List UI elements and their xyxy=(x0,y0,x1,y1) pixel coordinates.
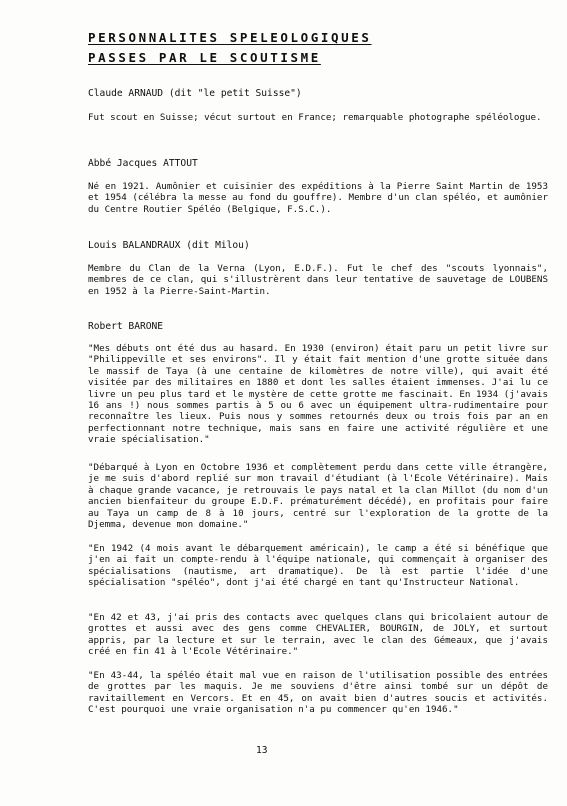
entry-name-barone: Robert BARONE xyxy=(88,321,164,332)
entry-name-arnaud: Claude ARNAUD (dit "le petit Suisse") xyxy=(88,88,302,99)
page-title-line-1: PERSONNALITES SPELEOLOGIQUES xyxy=(88,30,372,45)
entry-text-barone-3: "En 1942 (4 mois avant le débarquement américain), le camp a été si bénéfique que j'en ai fait un compte-rendu à l'équipe nationale, qui commençait à organiser des spécialisations (nautisme, art dramatique). De là est partie l'idée d'une spécialisation "spéléo", dont j'ai été chargé en tant qu'Instructeur National. xyxy=(88,543,548,589)
page-number: 13 xyxy=(256,745,268,756)
page-title-line-2: PASSES PAR LE SCOUTISME xyxy=(88,50,321,65)
entry-text-barone-1: "Mes débuts ont été dus au hasard. En 1930 (environ) était paru un petit livre sur "Philippeville et ses environs". Il y était fait mention d'une grotte située dans le massif de Taya (à une centaine de kilomètres de notre ville), qui avait été visitée par des militaires en 1880 et dont les salles étaient immenses. J'ai lu ce livre un peu plus tard et le mystère de cette grotte me fascinait. En 1934 (j'avais 16 ans !) nous sommes partis à 5 ou 6 avec un équipement ultra-rudimentaire pour reconnaître les lieux. Puis nous y sommes retournés deux ou trois fois par an en perfectionnant notre technique, mais sans en faire une activité régulière et une vraie spécialisation." xyxy=(88,343,548,446)
entry-name-balandraux: Louis BALANDRAUX (dit Milou) xyxy=(88,240,250,251)
entry-text-balandraux: Membre du Clan de la Verna (Lyon, E.D.F.). Fut le chef des "scouts lyonnais", membres de ce clan, qui s'illustrèrent dans leur tentative de sauvetage de LOUBENS en 1952 à la Pierre-Saint-Martin. xyxy=(88,263,548,297)
entry-text-arnaud: Fut scout en Suisse; vécut surtout en France; remarquable photographe spéléologue. xyxy=(88,112,542,123)
entry-text-barone-5: "En 43-44, la spéléo était mal vue en raison de l'utilisation possible des entrées de grottes par les maquis. Je me souviens d'être ainsi tombé sur un dépôt de ravitaillement en Vercors. Et en 45, on avait bien d'autres soucis et activités. C'est pourquoi une vraie organisation n'a pu commencer qu'en 1946." xyxy=(88,670,548,716)
entry-text-attout: Né en 1921. Aumônier et cuisinier des expéditions à la Pierre Saint Martin de 1953 et 1954 (célébra la messe au fond du gouffre). Membre d'un clan spéléo, et aumônier du Centre Routier Spéléo (Belgique, F.S.C.). xyxy=(88,181,548,215)
entry-text-barone-2: "Débarqué à Lyon en Octobre 1936 et complètement perdu dans cette ville étrangère, je me suis d'abord replié sur mon travail d'étudiant (à l'Ecole Vétérinaire). Mais à chaque grande vacance, je retrouvais le pays natal et la clan Millot (du nom d'un ancien bienfaiteur du groupe E.D.F. prématurément décédé), en profitais pour faire au Taya un camp de 8 à 10 jours, centré sur l'exploration de la grotte de la Djemma, devenue mon domaine." xyxy=(88,462,548,531)
entry-name-attout: Abbé Jacques ATTOUT xyxy=(88,158,198,169)
entry-text-barone-4: "En 42 et 43, j'ai pris des contacts avec quelques clans qui bricolaient autour de grottes et aussi avec des gens comme CHEVALIER, BOURGIN, de JOLY, et surtout appris, par la lecture et sur le terrain, avec le clan des Gémeaux, que j'avais créé en fin 41 à l'Ecole Vétérinaire." xyxy=(88,612,548,658)
